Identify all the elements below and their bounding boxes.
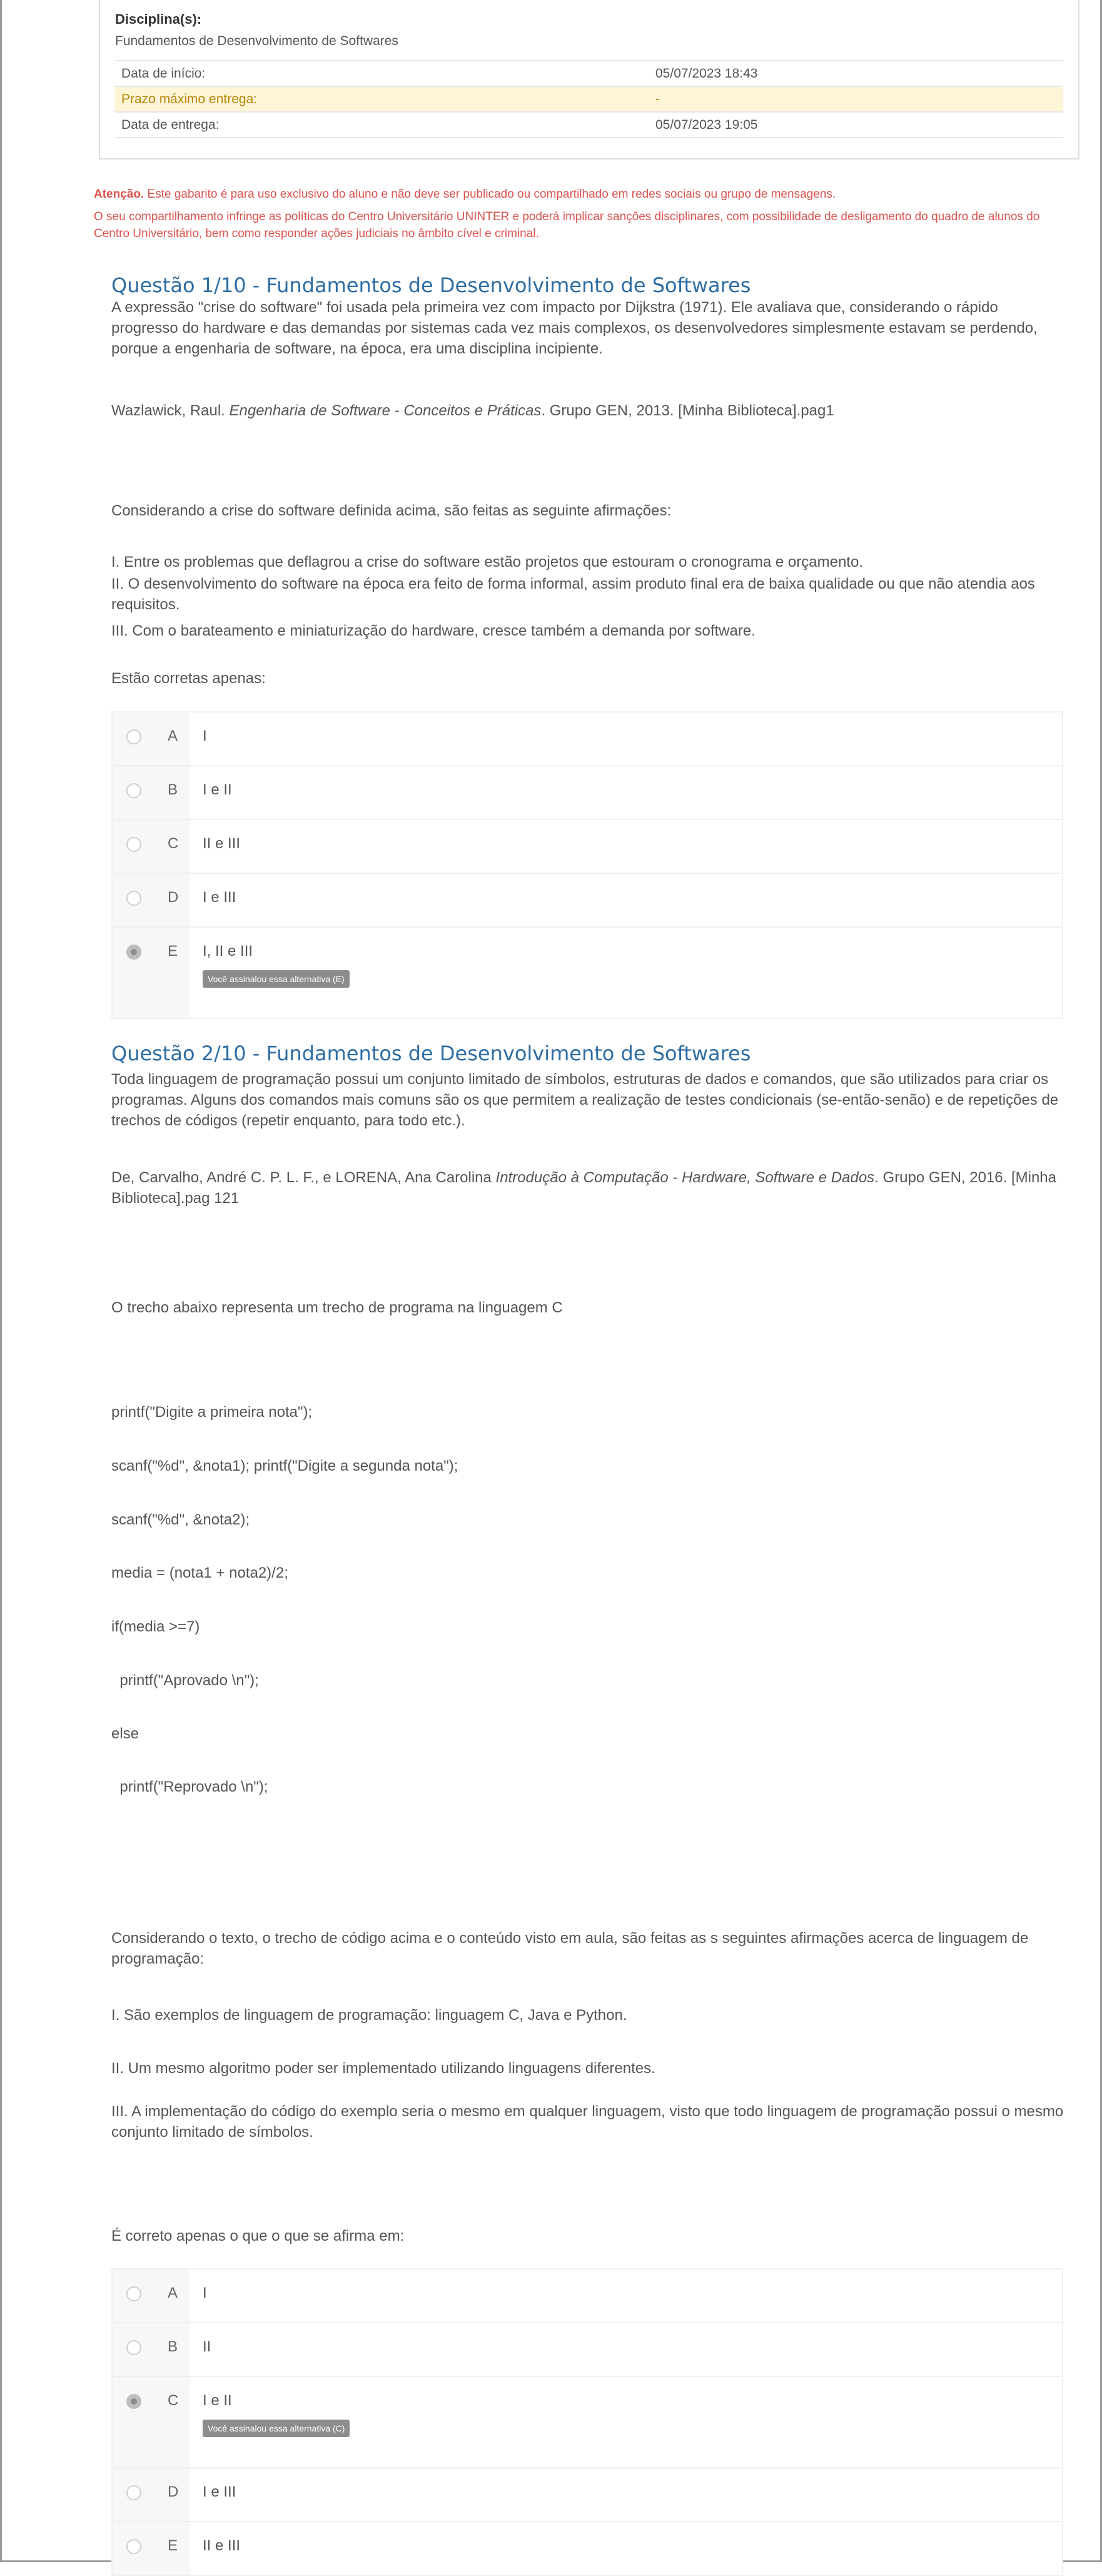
selected-answer-badge: Você assinalou essa alternativa (C) bbox=[203, 2420, 350, 2437]
option-letter: A bbox=[168, 2284, 178, 2301]
ref-author: Wazlawick, Raul. bbox=[111, 402, 230, 419]
warning-sanctions: O seu compartilhamento infringe as políticas do Centro Universitário UNINTER e poderá implicar sanções disciplinares, com possibilidade de desligamento do quadro de alunos do Centro Universitário, bem como responder ações judiciais no âmbito cível e criminal. bbox=[94, 210, 1040, 240]
code-line: printf("Digite a primeira nota"); bbox=[111, 1404, 313, 1421]
code-line: media = (nota1 + nota2)/2; bbox=[111, 1564, 288, 1581]
option-gutter bbox=[113, 2377, 190, 2467]
option-letter: D bbox=[168, 889, 179, 906]
start-date-row bbox=[115, 61, 1063, 87]
option-text: I e II bbox=[203, 781, 232, 798]
option-c[interactable] bbox=[113, 820, 1062, 874]
radio-button[interactable] bbox=[126, 2340, 141, 2355]
radio-button[interactable] bbox=[126, 783, 141, 798]
question-1-statement-1: I. Entre os problemas que deflagrou a crise do software estão projetos que estouram o cronograma e orçamento. bbox=[111, 554, 863, 570]
question-1-prompt: Considerando a crise do software definida acima, são feitas as seguinte afirmações: bbox=[111, 502, 672, 519]
option-a[interactable] bbox=[113, 2269, 1062, 2323]
warning-line-1: Este gabarito é para uso exclusivo do aluno e não deve ser publicado ou compartilhado em redes sociais ou grupo de mensagens. bbox=[144, 188, 836, 201]
option-gutter bbox=[113, 712, 190, 765]
radio-button[interactable] bbox=[126, 2539, 141, 2554]
option-gutter bbox=[113, 820, 190, 873]
disciplina-value: Fundamentos de Desenvolvimento de Softwares bbox=[115, 34, 398, 48]
question-2-ask: É correto apenas o que o que se afirma em: bbox=[111, 2228, 405, 2244]
option-e[interactable] bbox=[113, 2522, 1062, 2575]
row-label: Prazo máximo entrega: bbox=[121, 92, 258, 106]
question-2-reference bbox=[111, 1167, 1068, 1209]
question-2-options bbox=[111, 2268, 1063, 2576]
option-letter: B bbox=[168, 781, 178, 798]
code-line: if(media >=7) bbox=[111, 1618, 200, 1635]
option-letter: C bbox=[168, 2392, 179, 2409]
radio-button[interactable] bbox=[126, 2286, 141, 2301]
row-label: Data de início: bbox=[121, 66, 206, 81]
warning-bold: Atenção. bbox=[94, 188, 144, 201]
question-2-consider: Considerando o texto, o trecho de código acima e o conteúdo visto em aula, são feitas as s seguintes afirmações acerca de linguagem de programação: bbox=[111, 1930, 1029, 1967]
option-text: I bbox=[203, 2284, 207, 2301]
question-1-statement-2: II. O desenvolvimento do software na época era feito de forma informal, assim produto final era de baixa qualidade ou que não atendia aos requisitos. bbox=[111, 576, 1035, 613]
option-c[interactable] bbox=[113, 2377, 1062, 2468]
code-line: printf("Aprovado \n"); bbox=[111, 1672, 259, 1689]
option-gutter bbox=[113, 928, 190, 1018]
row-value: 05/07/2023 18:43 bbox=[655, 66, 758, 81]
option-text: I e III bbox=[203, 2483, 236, 2500]
question-2-prompt: O trecho abaixo representa um trecho de programa na linguagem C bbox=[111, 1299, 563, 1316]
question-2-intro: Toda linguagem de programação possui um conjunto limitado de símbolos, estruturas de dados e comandos, que são utilizados para criar os programas. Alguns dos comandos mais comuns são os que permitem a realização de testes condicionais (se-então-senão) e de repetições de trechos de códigos (repetir enquanto, para todo etc.). bbox=[111, 1071, 1059, 1129]
radio-button[interactable] bbox=[126, 2485, 141, 2500]
option-gutter bbox=[113, 874, 190, 926]
question-1-statement-3: III. Com o barateamento e miniaturização do hardware, cresce também a demanda por software. bbox=[111, 622, 756, 639]
radio-button[interactable] bbox=[126, 729, 141, 744]
question-1-options bbox=[111, 711, 1063, 1019]
question-2-statement-1: I. São exemplos de linguagem de programação: linguagem C, Java e Python. bbox=[111, 2007, 627, 2024]
option-letter: B bbox=[168, 2338, 178, 2355]
option-text: I e II bbox=[203, 2392, 232, 2409]
assessment-info-box bbox=[99, 0, 1079, 160]
option-letter: A bbox=[168, 728, 178, 744]
code-line: printf("Reprovado \n"); bbox=[111, 1778, 268, 1795]
code-line: else bbox=[111, 1725, 139, 1742]
option-b[interactable] bbox=[113, 766, 1062, 820]
option-gutter bbox=[113, 766, 190, 819]
row-value: 05/07/2023 19:05 bbox=[655, 118, 758, 132]
row-value: - bbox=[655, 92, 660, 106]
option-gutter bbox=[113, 2269, 190, 2322]
warning-notice bbox=[94, 186, 1076, 203]
radio-button[interactable] bbox=[126, 837, 141, 852]
option-a[interactable] bbox=[113, 712, 1062, 766]
radio-button-checked[interactable] bbox=[126, 2394, 141, 2409]
ref-rest: . Grupo GEN, 2013. [Minha Biblioteca].pag1 bbox=[541, 402, 834, 419]
option-letter: E bbox=[168, 2537, 178, 2554]
option-text: II e III bbox=[203, 835, 241, 852]
radio-button[interactable] bbox=[126, 891, 141, 906]
disciplina-label: Disciplina(s): bbox=[115, 11, 202, 27]
option-text: II e III bbox=[203, 2537, 241, 2554]
option-text: II bbox=[203, 2338, 211, 2355]
question-1-intro: A expressão "crise do software" foi usada pela primeira vez com impacto por Dijkstra (1971). Ele avaliava que, considerando o rápido progresso do hardware e das demandas por sistemas cada vez mais complexos, os desenvolvedores simplesmente estavam se perdendo, porque a engenharia de software, na época, era uma disciplina incipiente. bbox=[111, 299, 1038, 357]
dates-table bbox=[115, 60, 1063, 138]
ref-title: Introdução à Computação - Hardware, Software e Dados bbox=[495, 1169, 875, 1186]
question-1-title: Questão 1/10 - Fundamentos de Desenvolvimento de Softwares bbox=[111, 273, 751, 297]
question-2-statement-2: II. Um mesmo algoritmo poder ser implementado utilizando linguagens diferentes. bbox=[111, 2060, 655, 2077]
question-1-ask: Estão corretas apenas: bbox=[111, 670, 266, 687]
code-line: scanf("%d", &nota1); printf("Digite a segunda nota"); bbox=[111, 1458, 458, 1474]
option-letter: C bbox=[168, 835, 179, 852]
option-gutter bbox=[113, 2468, 190, 2521]
question-2-statement-3: III. A implementação do código do exemplo seria o mesmo em qualquer linguagem, visto que todo linguagem de programação possui o mesmo conjunto limitado de símbolos. bbox=[111, 2103, 1064, 2141]
option-text: I, II e III bbox=[203, 943, 253, 960]
option-gutter bbox=[113, 2522, 190, 2575]
option-b[interactable] bbox=[113, 2323, 1062, 2377]
selected-answer-badge: Você assinalou essa alternativa (E) bbox=[203, 970, 350, 988]
option-letter: E bbox=[168, 943, 178, 960]
option-letter: D bbox=[168, 2483, 179, 2500]
code-line: scanf("%d", &nota2); bbox=[111, 1511, 250, 1528]
ref-author: De, Carvalho, André C. P. L. F., e LORENA, Ana Carolina bbox=[111, 1169, 496, 1186]
deadline-row bbox=[115, 87, 1063, 113]
option-e[interactable] bbox=[113, 928, 1062, 1018]
question-1-reference bbox=[111, 400, 1068, 421]
option-text: I bbox=[203, 728, 207, 744]
option-d[interactable] bbox=[113, 874, 1062, 928]
ref-title: Engenharia de Software - Conceitos e Práticas bbox=[229, 402, 542, 419]
option-text: I e III bbox=[203, 889, 236, 906]
row-label: Data de entrega: bbox=[121, 118, 220, 132]
page-frame-left bbox=[0, 0, 2, 2562]
option-d[interactable] bbox=[113, 2468, 1062, 2522]
ref-rest: . Grupo GEN, 2016. [Minha Biblioteca].pag 121 bbox=[111, 1169, 1056, 1207]
option-gutter bbox=[113, 2323, 190, 2376]
question-2-title: Questão 2/10 - Fundamentos de Desenvolvimento de Softwares bbox=[111, 1042, 751, 1065]
delivery-date-row bbox=[115, 113, 1063, 138]
radio-button-checked[interactable] bbox=[126, 945, 141, 960]
